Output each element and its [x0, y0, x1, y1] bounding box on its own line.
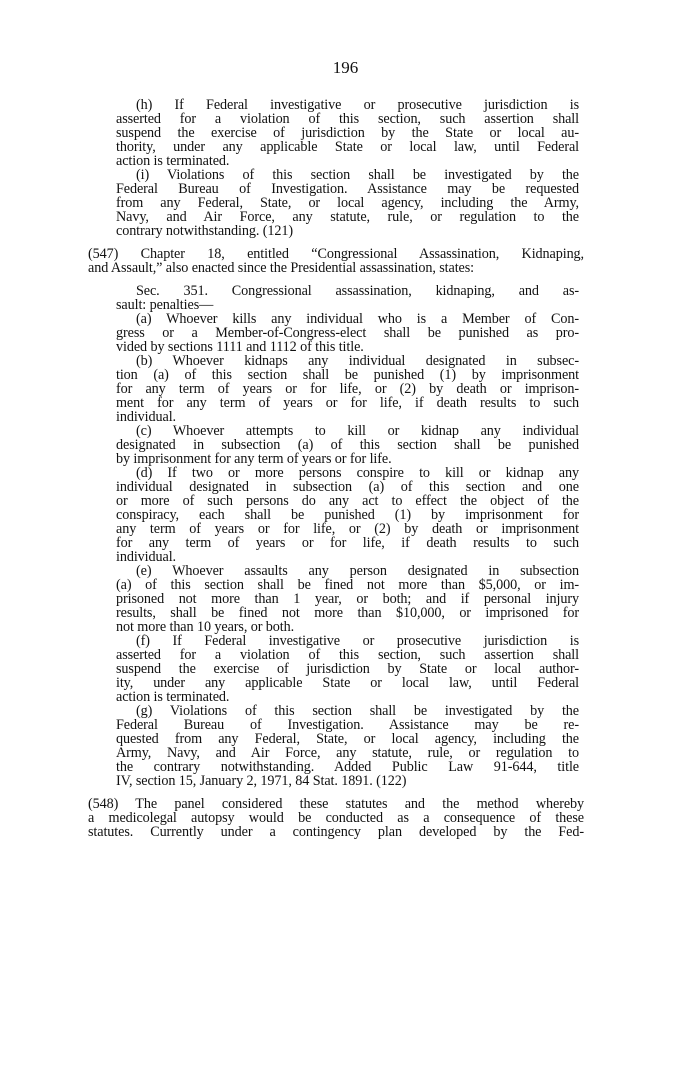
- text-line: not more than 10 years, or both.: [116, 619, 295, 635]
- text-line: ment for any term of years or for life, if death results to such: [116, 395, 579, 411]
- text-line: (h) If Federal investigative or prosecutive jurisdiction is: [136, 97, 579, 113]
- text-line: Army, Navy, and Air Force, any statute, rule, or regulation to: [116, 745, 579, 761]
- text-line: prisoned not more than 1 year, or both; and if personal injury: [116, 591, 579, 607]
- text-line: individual designated in subsection (a) of this section and one: [116, 479, 579, 495]
- text-line: designated in subsection (a) of this section shall be punished: [116, 437, 579, 453]
- text-line: statutes. Currently under a contingency plan developed by the Fed-: [88, 824, 584, 840]
- text-line: Federal Bureau of Investigation. Assistance may be requested: [116, 181, 579, 197]
- text-line: for any term of years or for life, or (2) by death or imprison-: [116, 381, 579, 397]
- text-line: gress or a Member-of-Congress-elect shall be punished as pro-: [116, 325, 579, 341]
- text-line: (e) Whoever assaults any person designated in subsection: [136, 563, 579, 579]
- text-line: from any Federal, State, or local agency, including the Army,: [116, 195, 579, 211]
- text-line: suspend the exercise of jurisdiction by the State or local au-: [116, 125, 579, 141]
- text-line: (i) Violations of this section shall be investigated by the: [136, 167, 579, 183]
- text-line: by imprisonment for any term of years or for life.: [116, 451, 392, 467]
- text-line: any term of years or for life, or (2) by death or imprisonment: [116, 521, 579, 537]
- text-line: action is terminated.: [116, 153, 230, 169]
- section-heading-line: Sec. 351. Congressional assassination, kidnaping, and as-: [136, 283, 579, 299]
- text-line: contrary notwithstanding. (121): [116, 223, 293, 239]
- text-line: action is terminated.: [116, 689, 230, 705]
- text-line: vided by sections 1111 and 1112 of this title.: [116, 339, 364, 355]
- text-line: IV, section 15, January 2, 1971, 84 Stat. 1891. (122): [116, 773, 407, 789]
- text-line: sault: penalties—: [116, 297, 214, 313]
- text-line: suspend the exercise of jurisdiction by State or local author-: [116, 661, 579, 677]
- text-line: for any term of years or for life, if death results to such: [116, 535, 579, 551]
- text-line: a medicolegal autopsy would be conducted as a consequence of these: [88, 810, 584, 826]
- text-line: (b) Whoever kidnaps any individual designated in subsec-: [136, 353, 579, 369]
- text-line: (a) of this section shall be fined not more than $5,000, or im-: [116, 577, 579, 593]
- text-line: (g) Violations of this section shall be investigated by the: [136, 703, 579, 719]
- text-line: (548) The panel considered these statutes and the method whereby: [88, 796, 584, 812]
- text-line: (d) If two or more persons conspire to kill or kidnap any: [136, 465, 579, 481]
- text-line: quested from any Federal, State, or local agency, including the: [116, 731, 579, 747]
- text-line: thority, under any applicable State or local law, until Federal: [116, 139, 579, 155]
- text-line: (c) Whoever attempts to kill or kidnap any individual: [136, 423, 579, 439]
- text-line: individual.: [116, 409, 176, 425]
- text-line: conspiracy, each shall be punished (1) by imprisonment for: [116, 507, 579, 523]
- text-line: asserted for a violation of this section, such assertion shall: [116, 647, 579, 663]
- text-line: individual.: [116, 549, 176, 565]
- text-line: (547) Chapter 18, entitled “Congressional Assassination, Kidnaping,: [88, 246, 584, 262]
- text-line: or more of such persons do any act to effect the object of the: [116, 493, 579, 509]
- text-line: the contrary notwithstanding. Added Public Law 91-644, title: [116, 759, 579, 775]
- text-line: ity, under any applicable State or local law, until Federal: [116, 675, 579, 691]
- text-line: (f) If Federal investigative or prosecutive jurisdiction is: [136, 633, 579, 649]
- page-number: 196: [332, 58, 359, 77]
- text-line: asserted for a violation of this section, such assertion shall: [116, 111, 579, 127]
- text-line: and Assault,” also enacted since the Presidential assassination, states:: [88, 260, 475, 276]
- text-line: Navy, and Air Force, any statute, rule, or regulation to the: [116, 209, 579, 225]
- text-line: results, shall be fined not more than $10,000, or imprisoned for: [116, 605, 579, 621]
- text-line: (a) Whoever kills any individual who is a Member of Con-: [136, 311, 579, 327]
- text-line: tion (a) of this section shall be punished (1) by imprisonment: [116, 367, 579, 383]
- text-line: Federal Bureau of Investigation. Assistance may be re-: [116, 717, 579, 733]
